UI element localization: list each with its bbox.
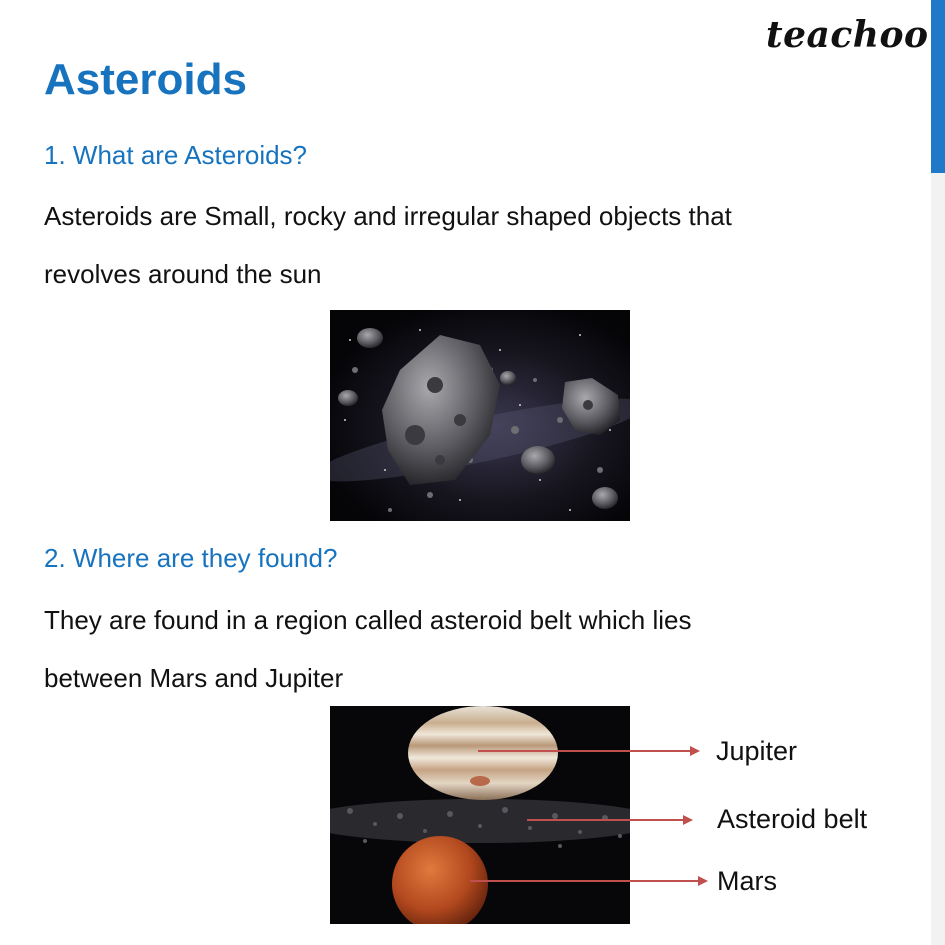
teachoo-logo: teachoo — [766, 14, 929, 56]
answer-2-line-1: They are found in a region called asteroid belt which lies — [44, 605, 692, 635]
mars-label: Mars — [717, 866, 777, 896]
answer-2-line-2: between Mars and Jupiter — [44, 663, 344, 693]
jupiter-label: Jupiter — [716, 736, 798, 766]
answer-1-line-1: Asteroids are Small, rocky and irregular shaped objects that — [44, 201, 732, 231]
question-1: 1. What are Asteroids? — [44, 140, 308, 170]
asteroid-belt-label: Asteroid belt — [717, 804, 868, 834]
answer-1-line-2: revolves around the sun — [44, 259, 322, 289]
question-2: 2. Where are they found? — [44, 543, 338, 573]
page-title: Asteroids — [44, 55, 247, 104]
